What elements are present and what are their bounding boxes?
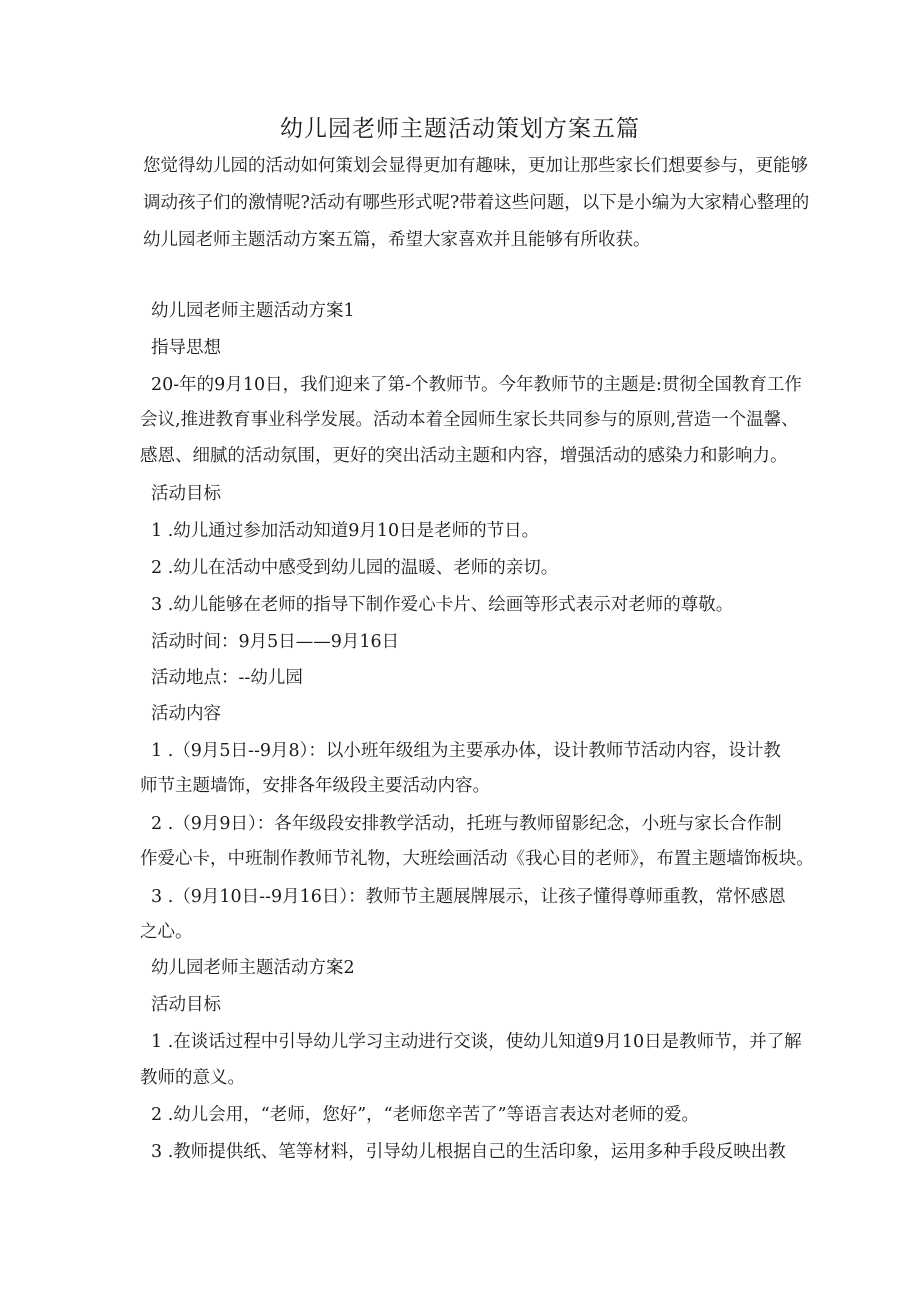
document-title: 幼儿园老师主题活动策划方案五篇: [280, 116, 640, 142]
list-item-continued: 之心。: [140, 922, 193, 942]
subheading: 活动目标: [151, 484, 221, 504]
list-item: 3 .（9月10日--9月16日）：教师节主题展牌展示，让孩子懂得尊师重教，常怀感恩: [151, 887, 786, 907]
intro-line: 幼儿园老师主题活动方案五篇，希望大家喜欢并且能够有所收获。: [143, 230, 651, 250]
list-item: 1 .幼儿通过参加活动知道9月10日是老师的节日。: [151, 521, 540, 541]
body-line: 活动地点：--幼儿园: [151, 668, 303, 688]
list-item: 2 .（9月9日）：各年级段安排教学活动，托班与教师留影纪念，小班与家长合作制: [151, 814, 782, 834]
subheading: 指导思想: [151, 338, 221, 358]
intro-line: 您觉得幼儿园的活动如何策划会显得更加有趣味，更加让那些家长们想要参与，更能够: [143, 156, 808, 176]
list-item: 2 .幼儿会用，“老师，您好”，“老师您辛苦了”等语言表达对老师的爱。: [151, 1105, 700, 1125]
intro-line: 调动孩子们的激情呢?活动有哪些形式呢?带着这些问题，以下是小编为大家精心整理的: [143, 193, 810, 213]
section-heading: 幼儿园老师主题活动方案2: [151, 958, 355, 978]
subheading: 活动内容: [151, 704, 221, 724]
list-item: 3 .教师提供纸、笔等材料，引导幼儿根据自己的生活印象，运用多种手段反映出教: [151, 1142, 786, 1162]
list-item: 1 .在谈话过程中引导幼儿学习主动进行交谈，使幼儿知道9月10日是教师节，并了解: [151, 1032, 802, 1052]
list-item-continued: 师节主题墙饰，安排各年级段主要活动内容。: [140, 776, 490, 796]
body-line: 感恩、细腻的活动氛围，更好的突出活动主题和内容，增强活动的感染力和影响力。: [140, 446, 788, 466]
list-item: 3 .幼儿能够在老师的指导下制作爱心卡片、绘画等形式表示对老师的尊敬。: [151, 595, 734, 615]
list-item: 1 .（9月5日--9月8）：以小班年级组为主要承办体，设计教师节活动内容，设计教: [151, 741, 781, 761]
subheading: 活动目标: [151, 995, 221, 1015]
section-heading: 幼儿园老师主题活动方案1: [151, 301, 355, 321]
body-line: 活动时间：9月5日——9月16日: [151, 632, 400, 652]
body-line: 会议,推进教育事业科学发展。活动本着全园师生家长共同参与的原则,营造一个温馨、: [140, 410, 799, 430]
list-item-continued: 教师的意义。: [140, 1068, 245, 1088]
list-item: 2 .幼儿在活动中感受到幼儿园的温暖、老师的亲切。: [151, 558, 559, 578]
intro-paragraph: [143, 148, 810, 259]
list-item-continued: 作爱心卡，中班制作教师节礼物，大班绘画活动《我心目的老师》，布置主题墙饰板块。: [140, 849, 814, 869]
body-line: 20-年的9月10日，我们迎来了第-个教师节。今年教师节的主题是:贯彻全国教育工作: [151, 375, 802, 395]
